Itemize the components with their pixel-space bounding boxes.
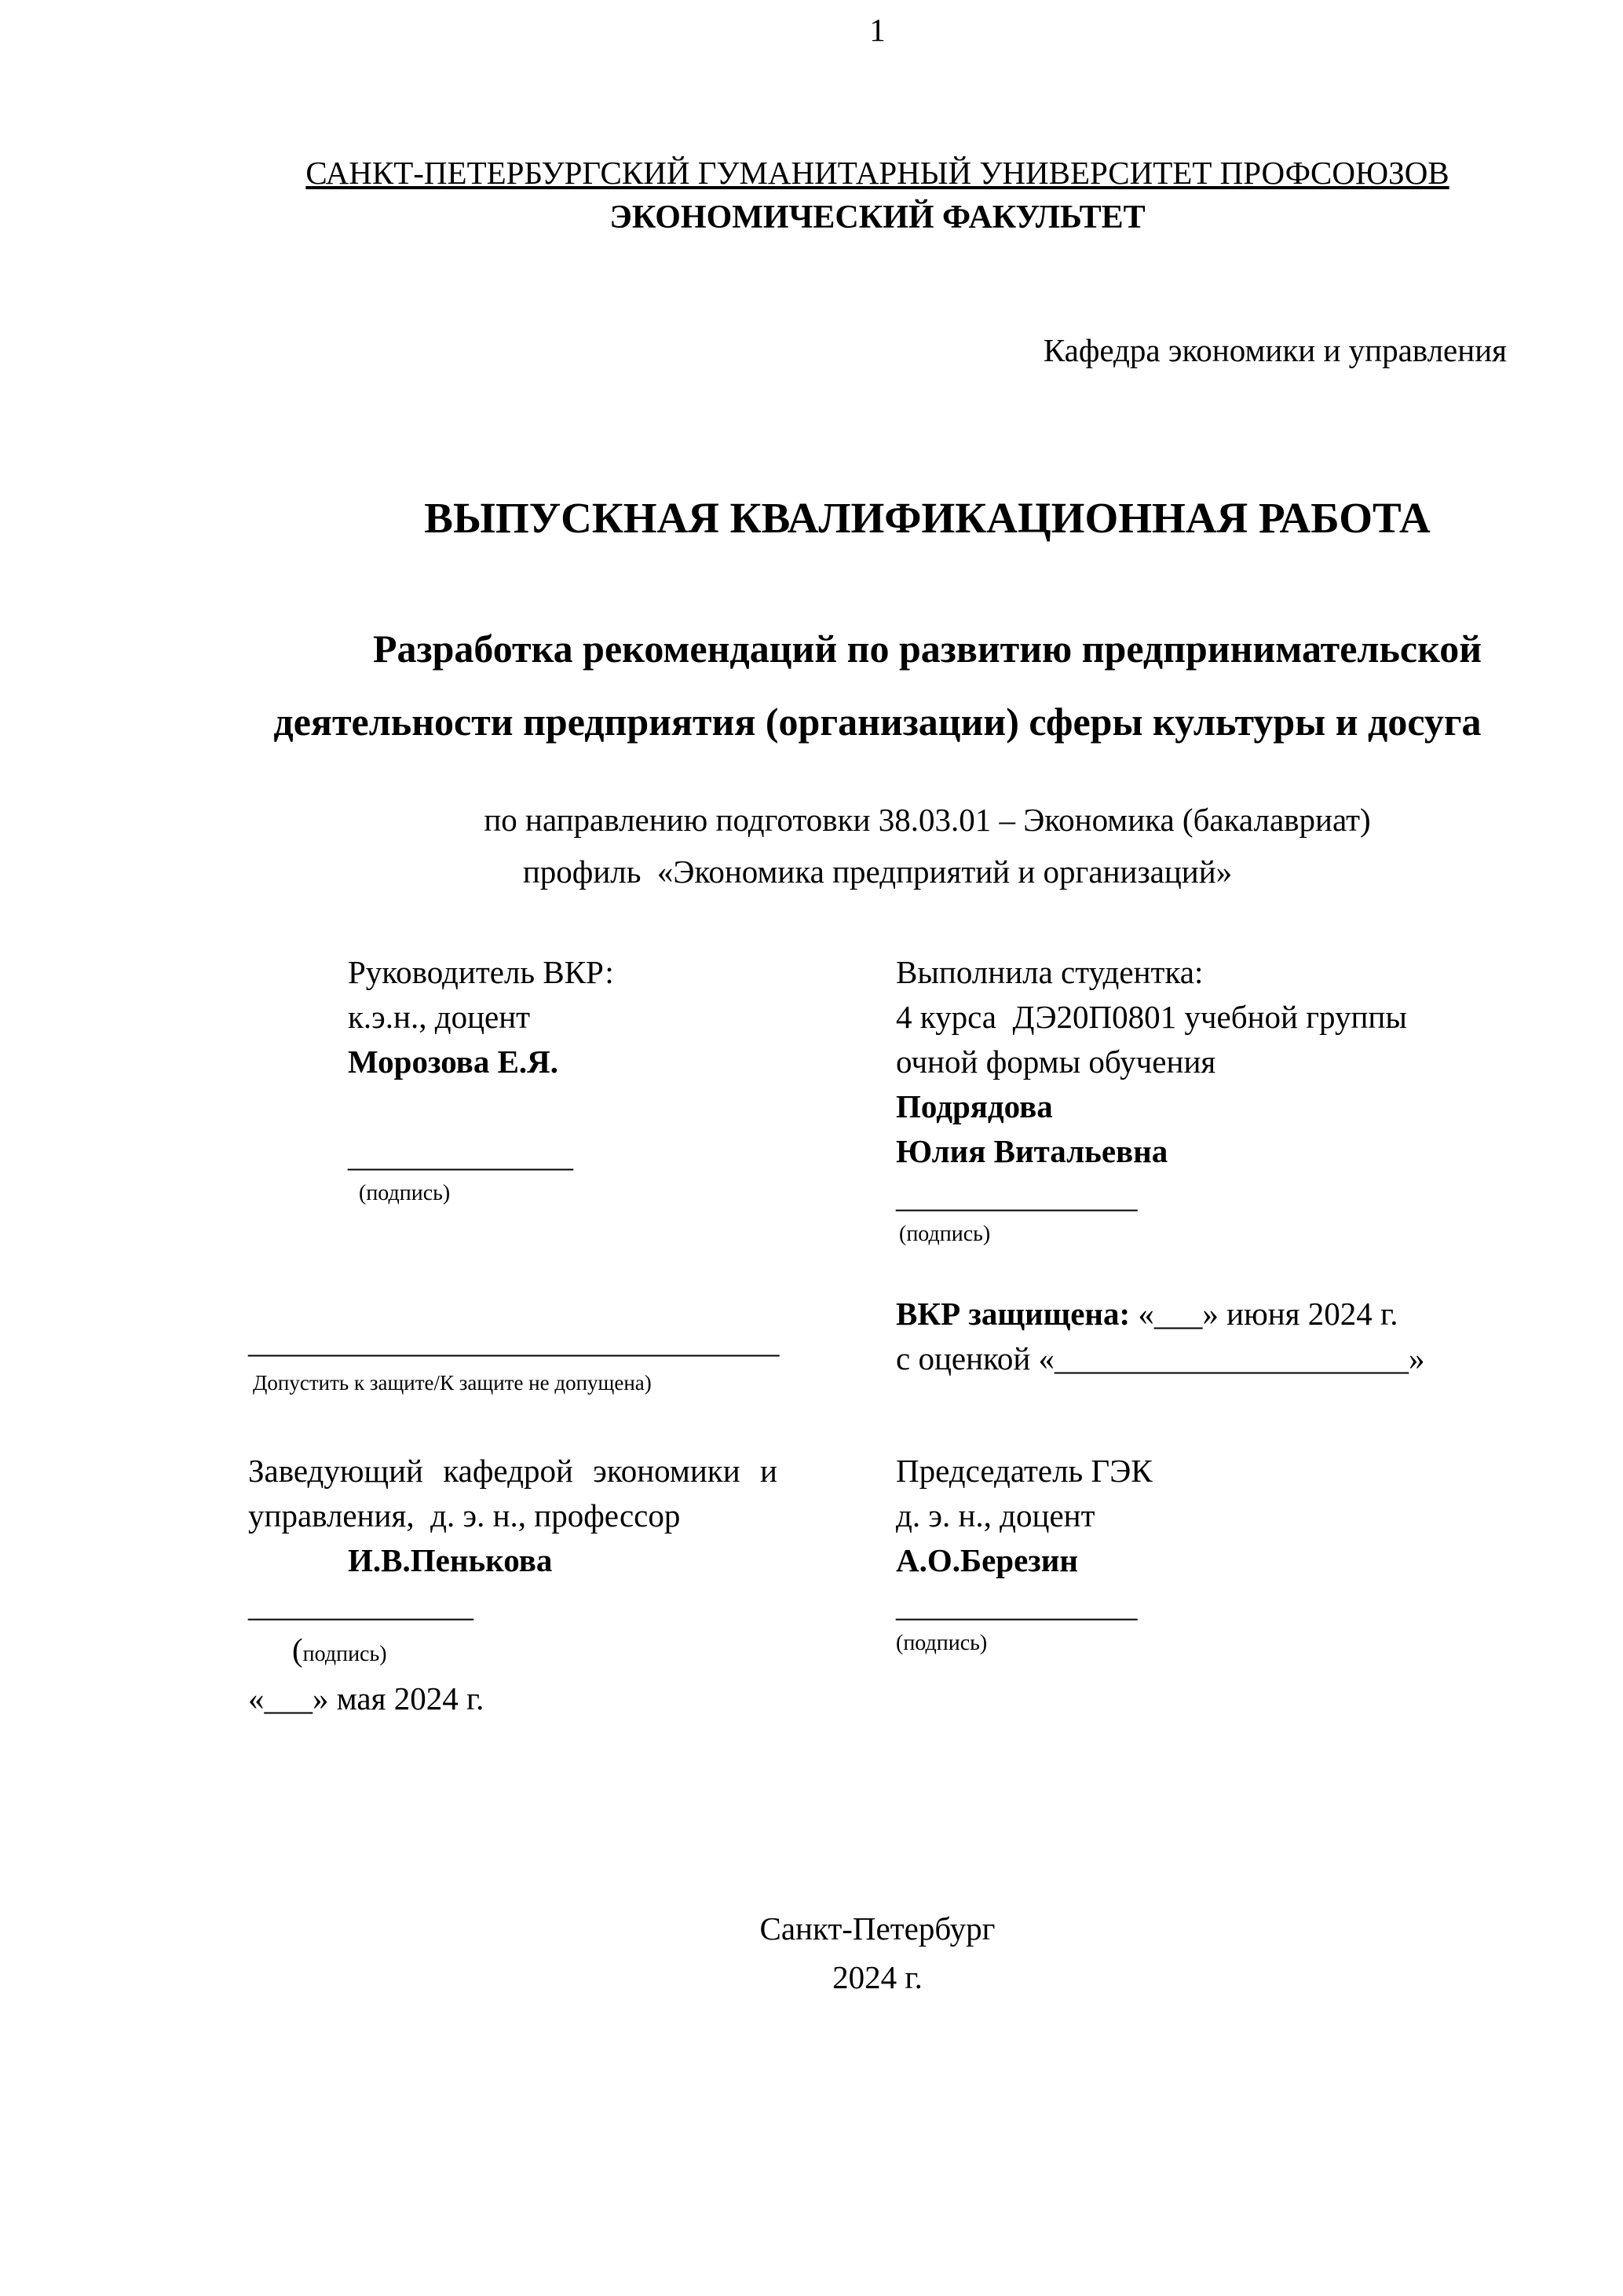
thesis-title-line1: Разработка рекомендаций по развитию предпринимательской (372, 627, 1482, 671)
work-type-heading: ВЫПУСКНАЯ КВАЛИФИКАЦИОННАЯ РАБОТА (424, 494, 1431, 542)
spacer (348, 1084, 890, 1133)
supervisor-name: Морозова Е.Я. (348, 1044, 559, 1080)
gek-chair-signature-line: _______________ (896, 1587, 1138, 1623)
student-surname: Подрядова (896, 1088, 1053, 1124)
program-line: по направлению подготовки 38.03.01 – Экономика (бакалавриат) (484, 802, 1371, 838)
dept-head-caption-paren: ( (292, 1632, 303, 1668)
profile-line: профиль «Экономика предприятий и организаций» (522, 854, 1233, 890)
admission-caption: Допустить к защите/К защите не допущена) (253, 1371, 652, 1395)
thesis-title-line2: деятельности предприятия (организации) сферы культуры и досуга (273, 700, 1482, 744)
defense-date-line (896, 1292, 1524, 1336)
student-role: Выполнила студентка: (896, 954, 1204, 990)
defense-date: «___» июня 2024 г. (1130, 1296, 1398, 1332)
defense-grade-line: с оценкой «______________________» (896, 1340, 1425, 1377)
student-signature-caption: (подпись) (899, 1222, 991, 1246)
admission-signature-line: _________________________________ (248, 1323, 780, 1359)
student-signature-line: _______________ (896, 1178, 1138, 1214)
gek-chair-degree: д. э. н., доцент (896, 1497, 1095, 1534)
student-name: Юлия Витальевна (896, 1133, 1168, 1169)
dept-head-date: «___» мая 2024 г. (248, 1680, 484, 1717)
defense-section (896, 1292, 1524, 1381)
supervisor-signature-caption: (подпись) (359, 1181, 451, 1205)
dept-head-name: И.В.Пенькова (348, 1542, 553, 1578)
supervisor-signature-line: ______________ (348, 1137, 573, 1173)
dept-head-signature-caption (248, 1628, 777, 1676)
supervisor-role: Руководитель ВКР: (348, 954, 614, 990)
footer-city: Санкт-Петербург (759, 1910, 996, 1947)
dept-head-position-line1: Заведующий кафедрой экономики и (248, 1453, 777, 1489)
gek-chair-position: Председатель ГЭК (896, 1453, 1153, 1489)
department-head-section (248, 1449, 777, 1721)
gek-chair-section (896, 1449, 1507, 1659)
department-name: Кафедра экономики и управления (1043, 332, 1507, 368)
gek-chair-signature-caption: (подпись) (896, 1631, 988, 1655)
gek-chair-name: А.О.Березин (896, 1542, 1079, 1578)
page-number: 1 (869, 12, 886, 48)
defense-label: ВКР защищена: (896, 1296, 1131, 1332)
supervisor-section (348, 950, 890, 1209)
supervisor-degree: к.э.н., доцент (348, 999, 531, 1035)
university-name: САНКТ-ПЕТЕРБУРГСКИЙ ГУМАНИТАРНЫЙ УНИВЕРСИТЕТ ПРОФСОЮЗОВ (305, 155, 1449, 191)
dept-head-position-line2: управления, д. э. н., профессор (248, 1497, 681, 1534)
student-study-form: очной формы обучения (896, 1044, 1216, 1080)
student-group: 4 курса ДЭ20П0801 учебной группы (896, 999, 1407, 1035)
footer-section (248, 1904, 1507, 2002)
dept-head-caption-text: подпись) (302, 1642, 387, 1666)
faculty-name: ЭКОНОМИЧЕСКИЙ ФАКУЛЬТЕТ (609, 199, 1146, 236)
student-section (896, 950, 1507, 1250)
dept-head-signature-line: ______________ (248, 1587, 473, 1623)
footer-year: 2024 г. (832, 1959, 923, 1995)
admission-section (248, 1319, 798, 1397)
